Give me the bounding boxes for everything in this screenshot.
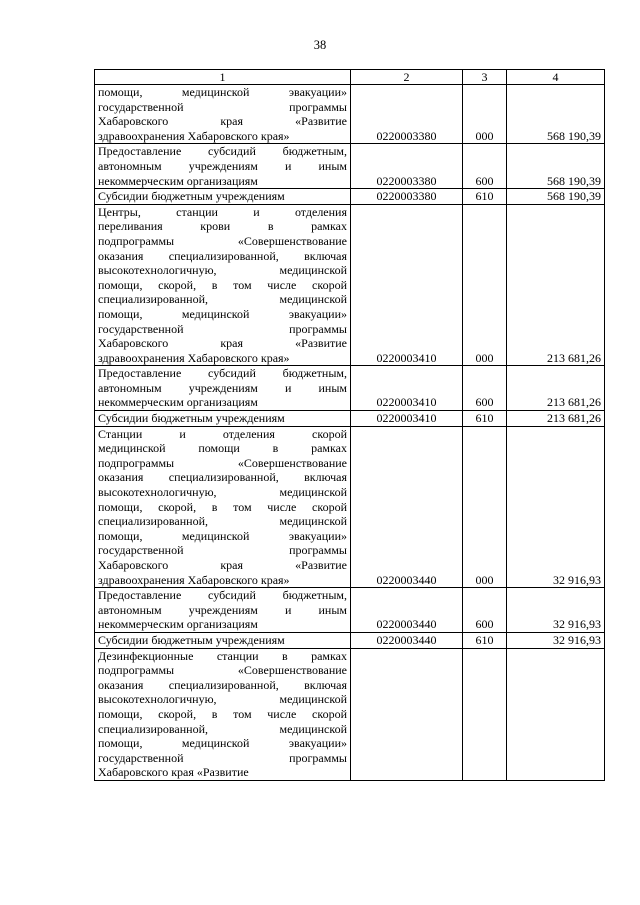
expense-type-code: 600: [463, 588, 507, 633]
description-line: государственной программы: [98, 321, 347, 336]
expense-type-code: 000: [463, 426, 507, 588]
table-row: [95, 426, 605, 588]
table-row: [95, 85, 605, 144]
row-description: [95, 632, 351, 648]
description-line: помощи, скорой, в том числе скорой: [98, 499, 347, 514]
description-line: автономным учреждениям и иным: [98, 602, 347, 617]
target-article-code: 0220003440: [351, 632, 463, 648]
description-line: специализированной, медицинской: [98, 514, 347, 529]
row-description: [95, 85, 351, 144]
description-line: высокотехнологичную, медицинской: [98, 485, 347, 500]
expense-type-code: 610: [463, 632, 507, 648]
column-header: 4: [507, 70, 605, 85]
description-line: высокотехнологичную, медицинской: [98, 692, 347, 707]
description-line: автономным учреждениям и иным: [98, 158, 347, 173]
description-line: подпрограммы «Совершенствование: [98, 455, 347, 470]
description-line: помощи, скорой, в том числе скорой: [98, 277, 347, 292]
description-line: некоммерческим организациям: [98, 617, 258, 632]
row-description: [95, 144, 351, 189]
target-article-code: 0220003410: [351, 411, 463, 427]
description-line: Хабаровского края «Развитие: [98, 765, 249, 780]
description-line: высокотехнологичную, медицинской: [98, 263, 347, 278]
description-line: Субсидии бюджетным учреждениям: [98, 411, 285, 426]
description-line: помощи, скорой, в том числе скорой: [98, 706, 347, 721]
description-line: оказания специализированной, включая: [98, 248, 347, 263]
description-line: Хабаровского края «Развитие: [98, 558, 347, 572]
page-number: 38: [313, 38, 327, 52]
row-description: [95, 426, 351, 588]
description-line: Субсидии бюджетным учреждениям: [98, 189, 285, 204]
description-line: Дезинфекционные станции в рамках: [98, 648, 347, 663]
description-line: помощи, медицинской эвакуации»: [98, 306, 347, 321]
column-header: 3: [463, 70, 507, 85]
description-line: помощи, медицинской эвакуации»: [98, 528, 347, 543]
expense-type-code: 600: [463, 366, 507, 411]
target-article-code: 0220003440: [351, 426, 463, 588]
amount-value: 213 681,26: [507, 204, 605, 366]
description-line: здравоохранения Хабаровского края»: [98, 128, 290, 143]
row-description: [95, 204, 351, 366]
description-line: государственной программы: [98, 750, 347, 765]
table-row: [95, 632, 605, 648]
row-description: [95, 189, 351, 205]
description-line: Субсидии бюджетным учреждениям: [98, 632, 285, 647]
description-line: здравоохранения Хабаровского края»: [98, 572, 290, 587]
row-description: [95, 588, 351, 633]
description-line: здравоохранения Хабаровского края»: [98, 350, 290, 365]
table-row: [95, 144, 605, 189]
description-line: некоммерческим организациям: [98, 173, 258, 188]
column-header: 1: [95, 70, 351, 85]
description-line: оказания специализированной, включая: [98, 470, 347, 485]
target-article-code: 0220003410: [351, 204, 463, 366]
column-header: 2: [351, 70, 463, 85]
expense-type-code: 000: [463, 204, 507, 366]
target-article-code: 0220003380: [351, 144, 463, 189]
target-article-code: 0220003410: [351, 366, 463, 411]
description-line: специализированной, медицинской: [98, 721, 347, 736]
table-row: [95, 648, 605, 780]
description-line: подпрограммы «Совершенствование: [98, 233, 347, 248]
amount-value: [507, 648, 605, 780]
amount-value: 568 190,39: [507, 189, 605, 205]
description-line: подпрограммы «Совершенствование: [98, 663, 347, 678]
expense-type-code: [463, 648, 507, 780]
description-line: Хабаровского края «Развитие: [98, 336, 347, 351]
description-line: Предоставление субсидий бюджетным,: [98, 366, 347, 381]
row-description: [95, 411, 351, 427]
expense-type-code: 000: [463, 85, 507, 144]
description-line: государственной программы: [98, 543, 347, 558]
description-line: помощи, медицинской эвакуации»: [98, 85, 347, 99]
amount-value: 32 916,93: [507, 588, 605, 633]
amount-value: 32 916,93: [507, 632, 605, 648]
amount-value: 568 190,39: [507, 85, 605, 144]
table-row: [95, 588, 605, 633]
expense-type-code: 600: [463, 144, 507, 189]
description-line: Предоставление субсидий бюджетным,: [98, 588, 347, 603]
amount-value: 213 681,26: [507, 366, 605, 411]
description-line: переливания крови в рамках: [98, 219, 347, 234]
description-line: Предоставление субсидий бюджетным,: [98, 144, 347, 159]
amount-value: 568 190,39: [507, 144, 605, 189]
table-row: [95, 411, 605, 427]
description-line: медицинской помощи в рамках: [98, 441, 347, 456]
table-row: [95, 189, 605, 205]
row-description: [95, 366, 351, 411]
row-description: [95, 648, 351, 780]
amount-value: 213 681,26: [507, 411, 605, 427]
description-line: государственной программы: [98, 99, 347, 114]
amount-value: 32 916,93: [507, 426, 605, 588]
expense-type-code: 610: [463, 411, 507, 427]
description-line: некоммерческим организациям: [98, 395, 258, 410]
target-article-code: [351, 648, 463, 780]
table-row: [95, 366, 605, 411]
expense-type-code: 610: [463, 189, 507, 205]
description-line: оказания специализированной, включая: [98, 677, 347, 692]
description-line: помощи, медицинской эвакуации»: [98, 736, 347, 751]
description-line: специализированной, медицинской: [98, 292, 347, 307]
description-line: Хабаровского края «Развитие: [98, 114, 347, 129]
description-line: Станции и отделения скорой: [98, 426, 347, 441]
target-article-code: 0220003440: [351, 588, 463, 633]
table-row: [95, 204, 605, 366]
description-line: автономным учреждениям и иным: [98, 380, 347, 395]
target-article-code: 0220003380: [351, 189, 463, 205]
target-article-code: 0220003380: [351, 85, 463, 144]
table-header-row: [95, 70, 605, 85]
budget-table: [94, 69, 605, 781]
description-line: Центры, станции и отделения: [98, 204, 347, 219]
